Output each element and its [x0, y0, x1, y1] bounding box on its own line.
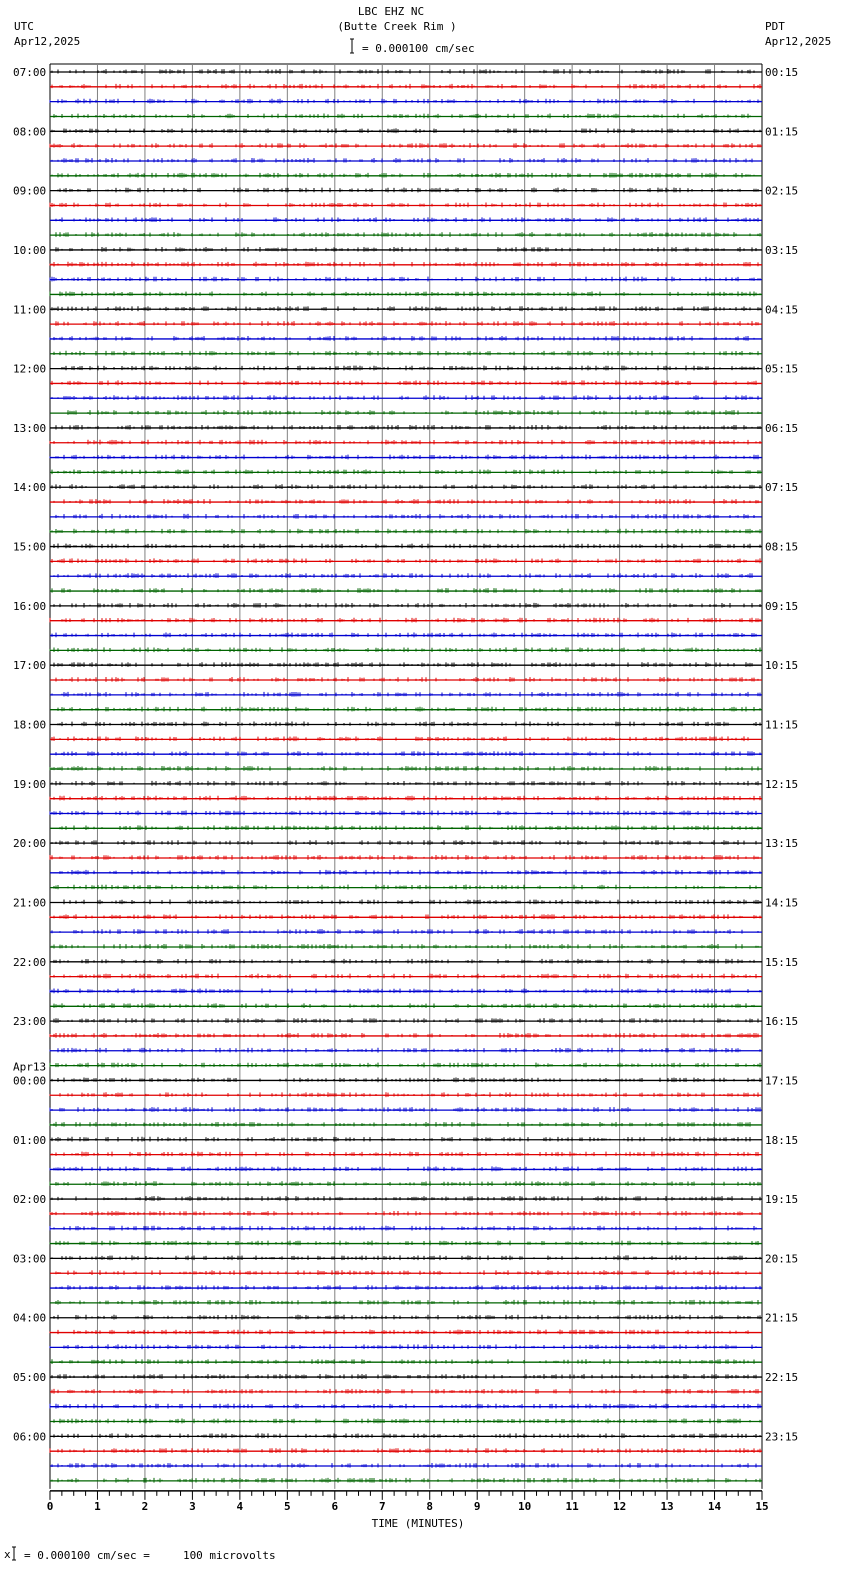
left-hour-label: 13:00: [13, 421, 47, 435]
right-hour-label: 09:15: [765, 599, 799, 613]
left-hour-label: 00:00: [13, 1074, 47, 1088]
right-hour-label: 04:15: [765, 303, 799, 317]
right-hour-label: 16:15: [765, 1015, 799, 1029]
left-hour-label: 23:00: [13, 1015, 47, 1029]
footer-prefix: x: [4, 1548, 11, 1561]
x-tick-label: 8: [426, 1499, 434, 1513]
right-hour-label: 10:15: [765, 659, 799, 673]
trace-noise: [52, 1463, 756, 1468]
x-tick-label: 15: [755, 1499, 769, 1513]
x-tick-label: 1: [94, 1499, 101, 1513]
left-hour-label: 04:00: [13, 1311, 47, 1325]
grid: [50, 64, 762, 1489]
date-change-label: Apr13: [13, 1060, 47, 1074]
right-hour-label: 03:15: [765, 243, 799, 257]
x-tick-label: 0: [46, 1499, 54, 1513]
left-timezone: UTC: [14, 20, 34, 33]
x-axis-label: TIME (MINUTES): [371, 1517, 465, 1530]
left-hour-label: 12:00: [13, 362, 47, 376]
left-hour-label: 14:00: [13, 481, 47, 495]
x-tick-label: 13: [660, 1499, 674, 1513]
right-hour-label: 20:15: [765, 1252, 799, 1266]
x-tick-label: 12: [612, 1499, 627, 1513]
left-hour-label: 05:00: [13, 1371, 47, 1385]
x-tick-label: 11: [565, 1499, 579, 1513]
right-hour-label: 17:15: [765, 1074, 799, 1088]
left-hour-label: 11:00: [13, 303, 47, 317]
right-hour-label: 02:15: [765, 184, 799, 198]
left-hour-label: 06:00: [13, 1430, 47, 1444]
x-tick-label: 4: [236, 1499, 244, 1513]
right-hour-label: 01:15: [765, 125, 799, 139]
right-hour-label: 07:15: [765, 481, 799, 495]
x-tick-label: 3: [189, 1499, 196, 1513]
left-hour-label: 17:00: [13, 659, 47, 673]
x-tick-label: 10: [518, 1499, 532, 1513]
right-date: Apr12,2025: [765, 35, 832, 48]
left-hour-label: 18:00: [13, 718, 47, 732]
left-hour-label: 15:00: [13, 540, 47, 554]
right-hour-label: 22:15: [765, 1371, 799, 1385]
left-hour-label: 02:00: [13, 1193, 47, 1207]
station-title: LBC EHZ NC: [357, 5, 425, 18]
left-hour-label: 07:00: [13, 66, 47, 79]
left-hour-label: 22:00: [13, 955, 47, 969]
scale-bar-icon: [350, 39, 354, 53]
footer-scale-bar-icon: [12, 1547, 16, 1560]
right-hour-label: 14:15: [765, 896, 799, 910]
traces: [50, 69, 762, 1483]
scale-label: = 0.000100 cm/sec: [362, 42, 475, 55]
left-hour-label: 16:00: [13, 599, 47, 613]
footer-scale-note: = 0.000100 cm/sec = 100 microvolts: [24, 1549, 276, 1562]
x-tick-label: 2: [141, 1499, 149, 1513]
left-hour-label: 09:00: [13, 184, 47, 198]
station-location: (Butte Creek Rim ): [337, 20, 457, 33]
right-timezone: PDT: [765, 20, 785, 33]
right-hour-label: 05:15: [765, 362, 799, 376]
trace-noise: [52, 1478, 760, 1483]
right-hour-label: 15:15: [765, 955, 799, 969]
x-tick-label: 5: [284, 1499, 291, 1513]
x-tick-label: 14: [707, 1499, 722, 1513]
right-hour-label: 18:15: [765, 1133, 799, 1147]
left-hour-label: 20:00: [13, 837, 47, 851]
trace-noise: [56, 232, 760, 237]
x-axis: [47, 1491, 769, 1513]
right-hour-label: 23:15: [765, 1430, 799, 1444]
left-hour-label: 03:00: [13, 1252, 47, 1266]
left-hour-label: 08:00: [13, 125, 47, 139]
right-hour-label: 08:15: [765, 540, 799, 554]
right-hour-label: 13:15: [765, 837, 799, 851]
right-hour-label: 06:15: [765, 421, 799, 435]
left-date: Apr12,2025: [14, 35, 81, 48]
x-tick-label: 9: [473, 1499, 481, 1513]
right-hour-label: 11:15: [765, 718, 799, 732]
left-hour-label: 19:00: [13, 777, 47, 791]
left-hour-label: 21:00: [13, 896, 47, 910]
right-hour-label: 19:15: [765, 1193, 799, 1207]
left-hour-label: 10:00: [13, 243, 47, 257]
right-hour-label: 12:15: [765, 777, 799, 791]
left-hour-label: 01:00: [13, 1133, 47, 1147]
x-tick-label: 7: [378, 1499, 386, 1513]
right-hour-label: 00:15: [765, 66, 799, 79]
right-hour-label: 21:15: [765, 1311, 799, 1325]
x-tick-label: 6: [331, 1499, 339, 1513]
